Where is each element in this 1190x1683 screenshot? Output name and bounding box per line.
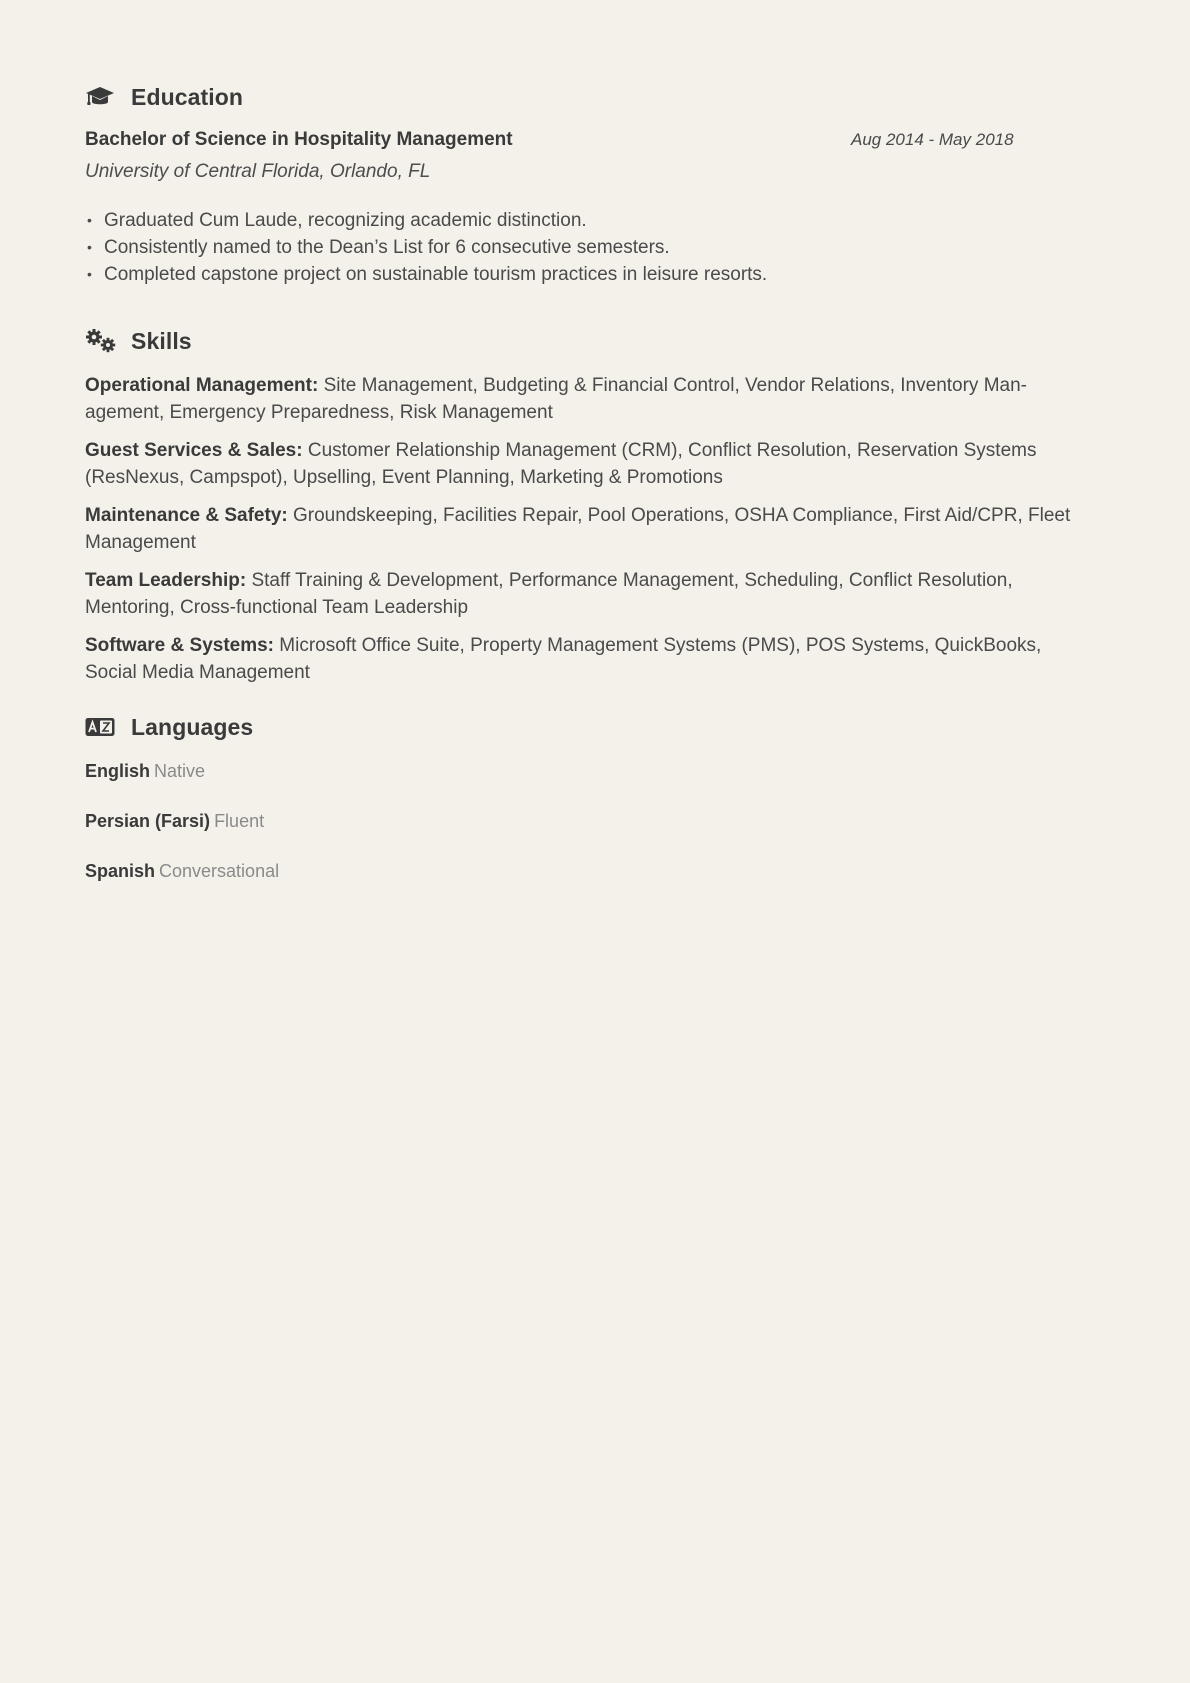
list-item [85, 234, 1105, 261]
languages-section [85, 710, 1105, 885]
bullet-text: Completed capstone project on sustainable tourism practices in leisure resorts. [104, 264, 768, 285]
skill-item [85, 632, 1085, 686]
skills-header [85, 324, 1105, 358]
skills-list [85, 372, 1105, 686]
skill-text: Groundskeeping, Facilities Repair, Pool Operations, OSHA Compliance, First Aid/CPR, Fleet Management [85, 505, 1071, 553]
bullet-icon: • [87, 239, 92, 255]
skills-section [85, 324, 1105, 686]
skill-item [85, 437, 1085, 491]
language-name: Persian (Farsi) [85, 811, 211, 831]
language-name: Spanish [85, 861, 156, 881]
education-header [85, 80, 1105, 114]
language-name: English [85, 761, 151, 781]
bullet-icon: • [87, 212, 92, 228]
language-icon [85, 713, 117, 741]
bullet-text: Consistently named to the Dean’s List for 6 consecutive semesters. [104, 237, 670, 258]
education-bullets [85, 207, 1105, 288]
education-title: Education [131, 83, 244, 110]
education-section [85, 80, 1105, 288]
skill-text: Staff Training & Development, Performance Management, Scheduling, Conflict Resolution, Mentoring, Cross-functional Team Leadership [85, 570, 1013, 618]
skill-text: Customer Relationship Management (CRM), Conflict Resolution, Reservation Systems (ResNexus, Campspot), Upselling, Event Planning, Marketing & Promotions [85, 440, 1037, 488]
bullet-text: Graduated Cum Laude, recognizing academic distinction. [104, 210, 587, 231]
languages-list [85, 758, 1105, 885]
language-level: Fluent [214, 811, 265, 831]
list-item [85, 207, 1105, 234]
skill-text: Microsoft Office Suite, Property Management Systems (PMS), POS Systems, QuickBooks, Social Media Management [85, 635, 1042, 683]
skill-label: Guest Services & Sales: [85, 440, 303, 461]
skill-item [85, 372, 1085, 426]
skill-item [85, 567, 1085, 621]
languages-header [85, 710, 1105, 744]
language-level: Conversational [159, 861, 280, 881]
list-item [85, 261, 1105, 288]
skill-label: Operational Management: [85, 375, 319, 396]
skill-item [85, 502, 1085, 556]
languages-title: Languages [131, 713, 254, 740]
education-entry-header [85, 127, 1105, 153]
skill-label: Maintenance & Safety: [85, 505, 288, 526]
language-level: Native [154, 761, 206, 781]
gears-icon [85, 327, 117, 355]
language-item [85, 858, 1105, 885]
skills-title: Skills [131, 327, 192, 354]
school-name: University of Central Florida, Orlando, FL [85, 161, 431, 182]
language-item [85, 808, 1105, 835]
bullet-icon: • [87, 266, 92, 282]
education-dates: Aug 2014 - May 2018 [851, 130, 1014, 149]
language-item [85, 758, 1105, 785]
skill-text: Site Management, Budgeting & Financial Control, Vendor Relations, Inventory Man-agement, Emergency Preparedness, Risk Management [85, 375, 1027, 423]
skill-label: Software & Systems: [85, 635, 275, 656]
degree-title: Bachelor of Science in Hospitality Management [85, 129, 513, 150]
skill-label: Team Leadership: [85, 570, 247, 591]
resume-page [85, 80, 1105, 908]
graduation-cap-icon [85, 83, 117, 111]
